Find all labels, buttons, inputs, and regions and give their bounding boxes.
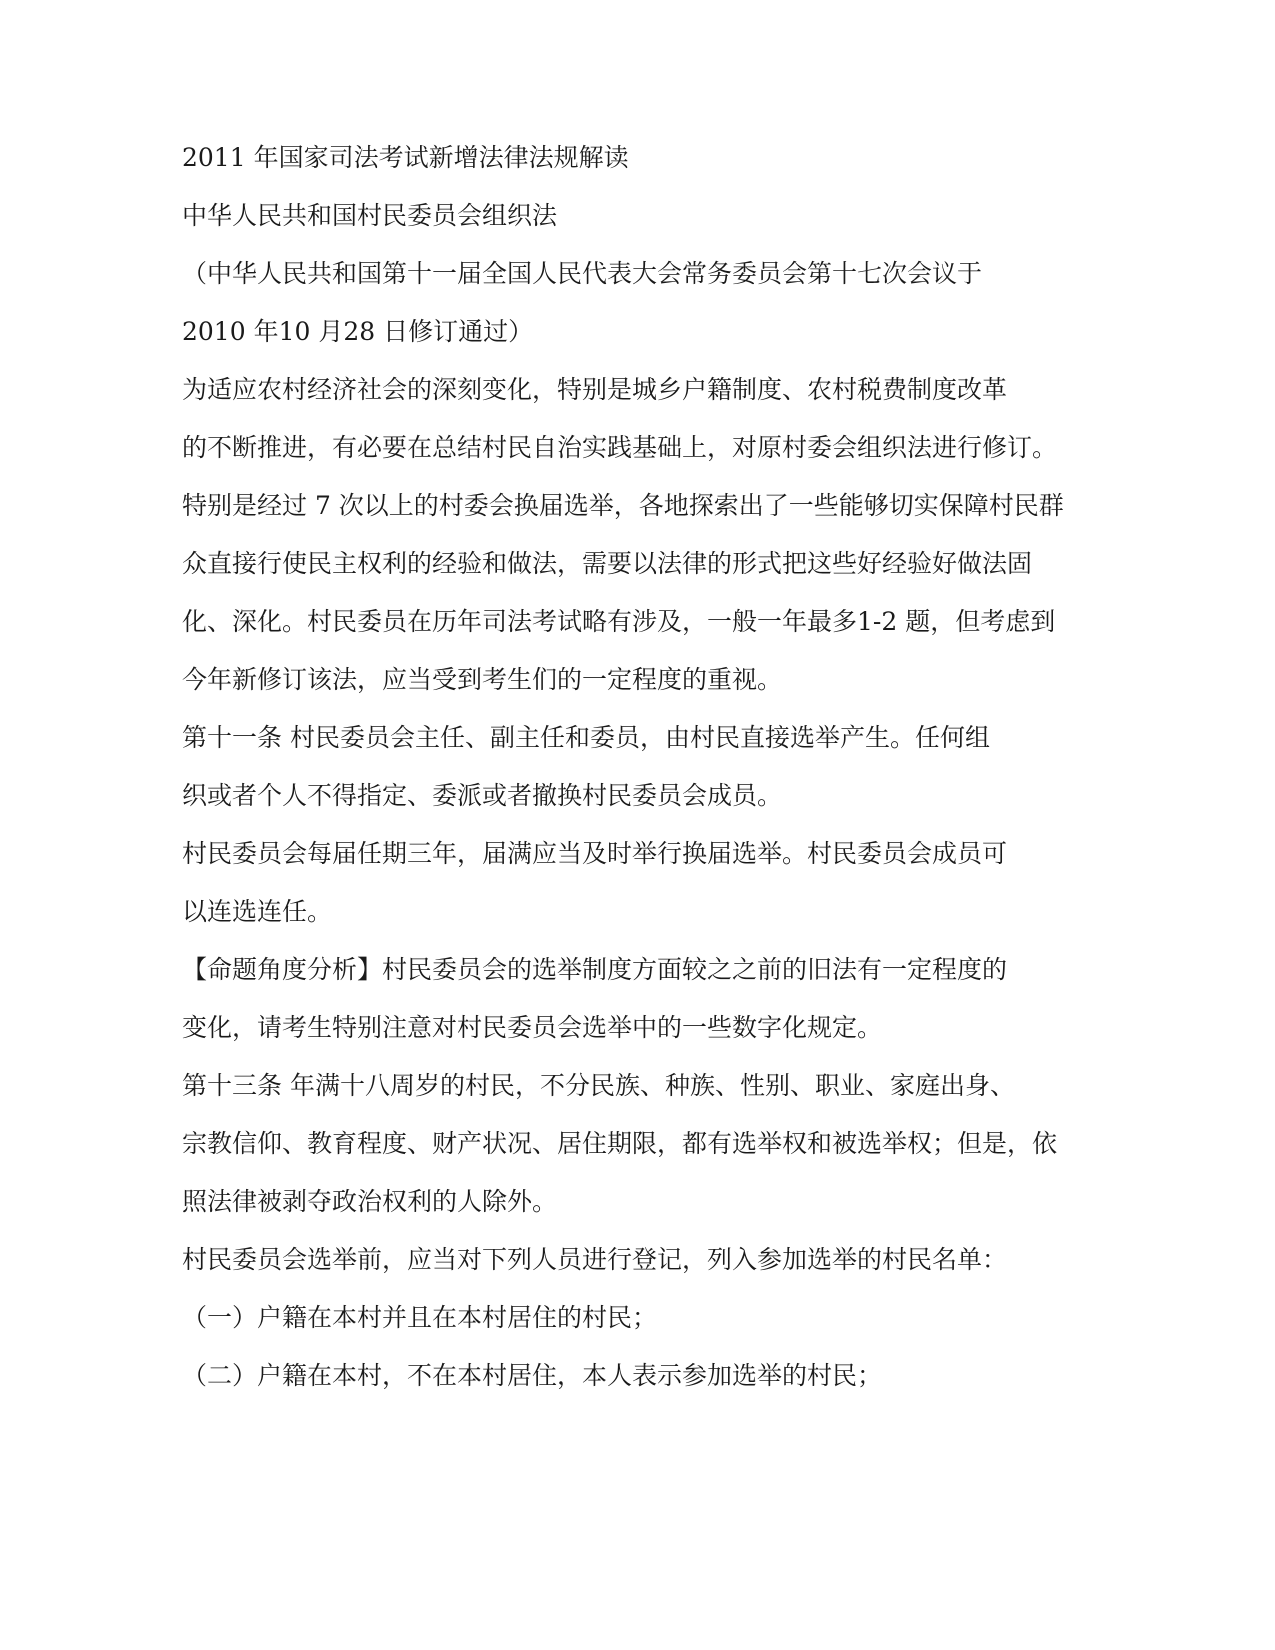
text-line: （中华人民共和国第十一届全国人民代表大会常务委员会第十七次会议于 xyxy=(182,259,983,288)
text-line: 2010 年10 月28 日修订通过） xyxy=(182,317,534,346)
text-line: 为适应农村经济社会的深刻变化，特别是城乡户籍制度、农村税费制度改革 xyxy=(182,375,1008,404)
text-line: 以连选连任。 xyxy=(182,897,333,926)
analysis-line: 【命题角度分析】村民委员会的选举制度方面较之之前的旧法有一定程度的 xyxy=(182,955,1008,984)
text-line: 化、深化。村民委员在历年司法考试略有涉及，一般一年最多1-2 题，但考虑到 xyxy=(182,607,1056,636)
text-line: 的不断推进，有必要在总结村民自治实践基础上，对原村委会组织法进行修订。 xyxy=(182,433,1058,462)
text-line: 村民委员会选举前，应当对下列人员进行登记，列入参加选举的村民名单： xyxy=(182,1245,1008,1274)
text-line: 众直接行使民主权利的经验和做法，需要以法律的形式把这些好经验好做法固 xyxy=(182,549,1033,578)
text-line: 宗教信仰、教育程度、财产状况、居住期限，都有选举权和被选举权；但是，依 xyxy=(182,1129,1058,1158)
text-line: 特别是经过 7 次以上的村委会换届选举，各地探索出了一些能够切实保障村民群 xyxy=(182,491,1064,520)
article-13: 第十三条 年满十八周岁的村民，不分民族、种族、性别、职业、家庭出身、 xyxy=(182,1071,1015,1100)
text-line: 变化，请考生特别注意对村民委员会选举中的一些数字化规定。 xyxy=(182,1013,883,1042)
list-item: （二）户籍在本村，不在本村居住，本人表示参加选举的村民； xyxy=(182,1361,883,1390)
list-item: （一）户籍在本村并且在本村居住的村民； xyxy=(182,1303,658,1332)
text-line: 照法律被剥夺政治权利的人除外。 xyxy=(182,1187,558,1216)
text-line: 村民委员会每届任期三年，届满应当及时举行换届选举。村民委员会成员可 xyxy=(182,839,1008,868)
doc-title: 2011 年国家司法考试新增法律法规解读 xyxy=(182,143,629,172)
article-11: 第十一条 村民委员会主任、副主任和委员，由村民直接选举产生。任何组 xyxy=(182,723,990,752)
law-name: 中华人民共和国村民委员会组织法 xyxy=(182,201,558,230)
text-line: 织或者个人不得指定、委派或者撤换村民委员会成员。 xyxy=(182,781,783,810)
text-line: 今年新修订该法，应当受到考生们的一定程度的重视。 xyxy=(182,665,783,694)
